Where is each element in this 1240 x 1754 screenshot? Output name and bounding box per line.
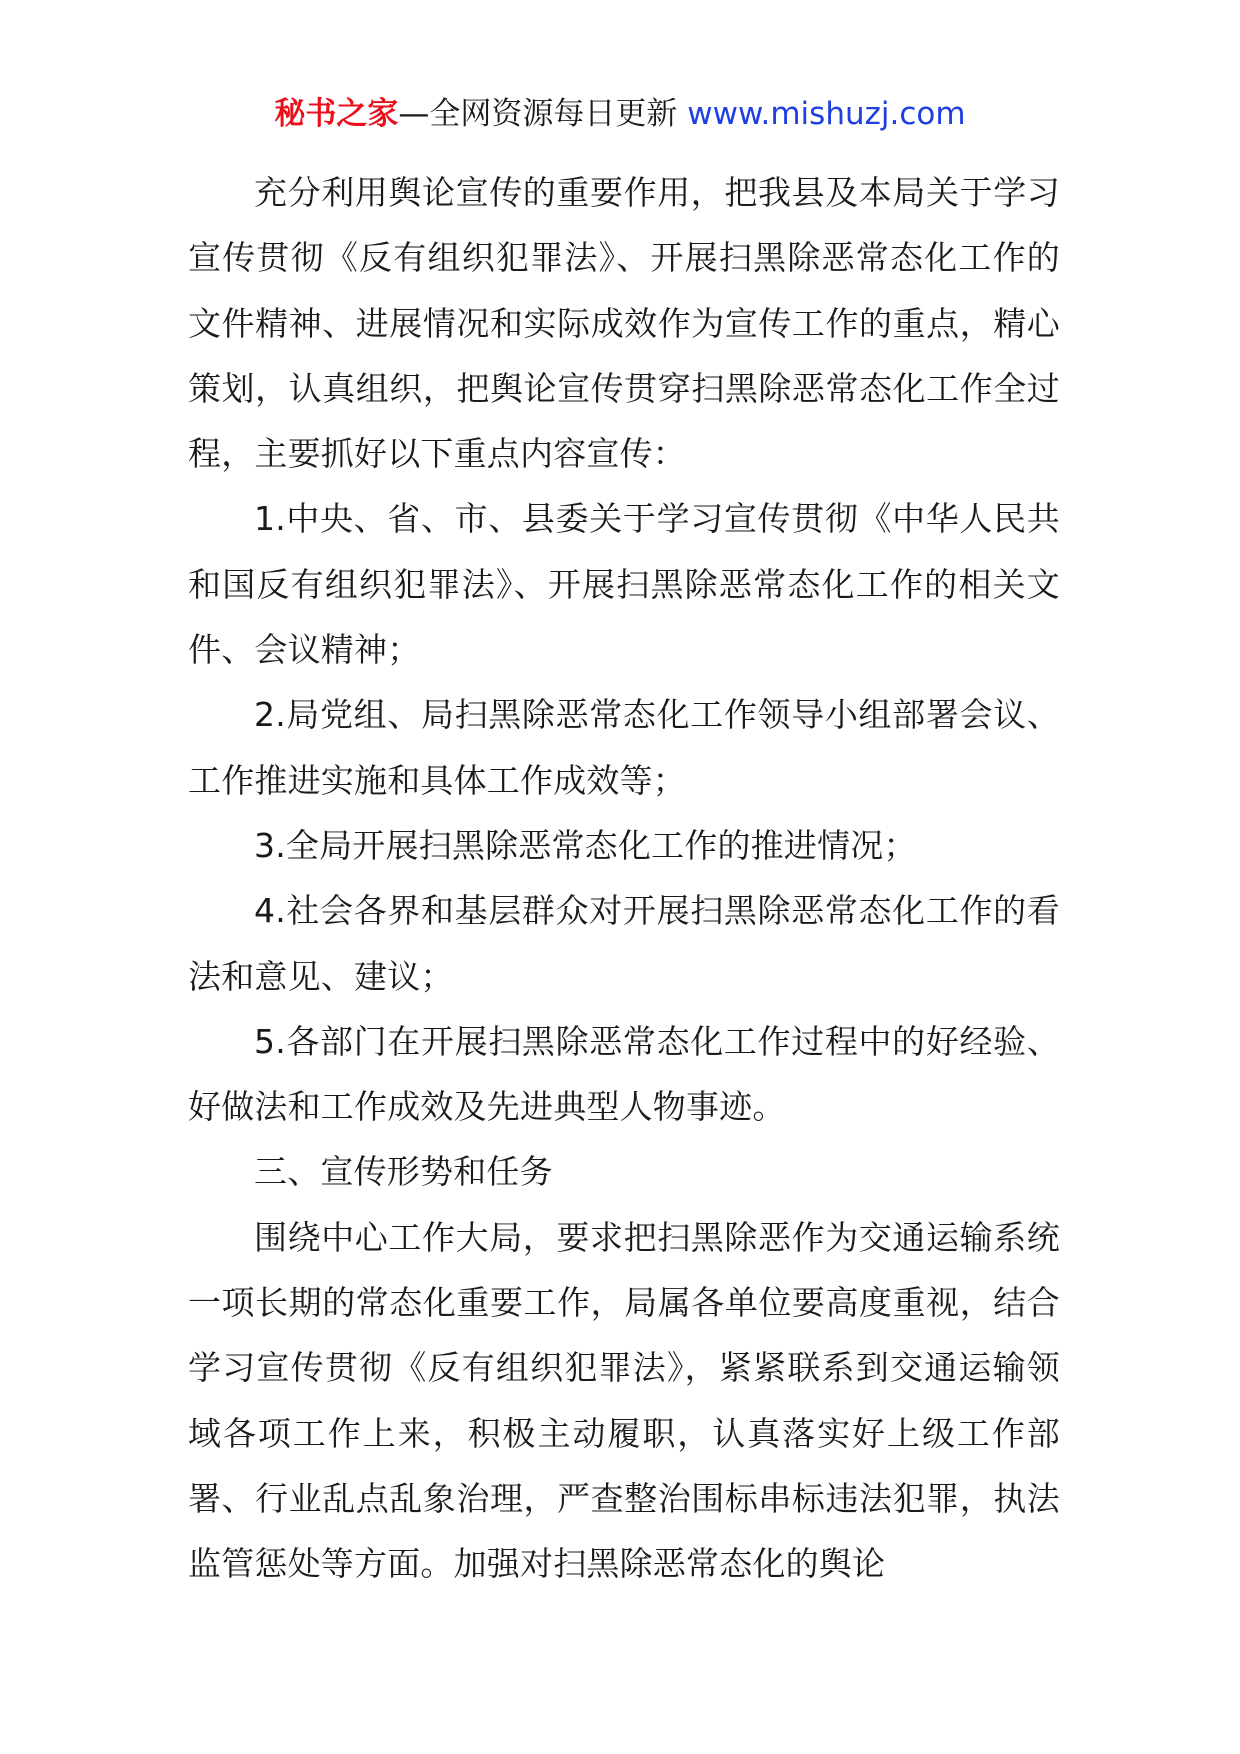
list-item-3: 3.全局开展扫黑除恶常态化工作的推进情况；: [254, 825, 917, 865]
document-body: [188, 160, 1060, 1597]
paragraph-intro: 充分利用舆论宣传的重要作用，把我县及本局关于学习宣传贯彻《反有组织犯罪法》、开展扫黑除恶常态化工作的文件精神、进展情况和实际成效作为宣传工作的重点，精心策划，认真组织，把舆论宣传贯穿扫黑除恶常态化工作全过程，主要抓好以下重点内容宣传：: [188, 173, 1060, 474]
section-heading: 三、宣传形势和任务: [254, 1152, 553, 1192]
list-item-5: 5.各部门在开展扫黑除恶常态化工作过程中的好经验、好做法和工作成效及先进典型人物事迹。: [188, 1021, 1060, 1127]
page-header: [0, 94, 1240, 134]
list-item-1: 1.中央、省、市、县委关于学习宣传贯彻《中华人民共和国反有组织犯罪法》、开展扫黑除恶常态化工作的相关文件、会议精神；: [188, 499, 1060, 670]
paragraph-section-three: 围绕中心工作大局，要求把扫黑除恶作为交通运输系统一项长期的常态化重要工作，局属各单位要高度重视，结合学习宣传贯彻《反有组织犯罪法》，紧紧联系到交通运输领域各项工作上来，积极主动履职，认真落实好上级工作部署、行业乱点乱象治理，严查整治围标串标违法犯罪，执法监管惩处等方面。加强对扫黑除恶常态化的舆论: [188, 1217, 1060, 1584]
header-tagline: —全网资源每日更新: [398, 96, 678, 132]
site-url-link[interactable]: www.mishuzj.com: [687, 96, 966, 132]
list-item-2: 2.局党组、局扫黑除恶常态化工作领导小组部署会议、工作推进实施和具体工作成效等；: [188, 695, 1060, 800]
brand-name: 秘书之家: [274, 96, 399, 132]
list-item-4: 4.社会各界和基层群众对开展扫黑除恶常态化工作的看法和意见、建议；: [188, 891, 1060, 996]
